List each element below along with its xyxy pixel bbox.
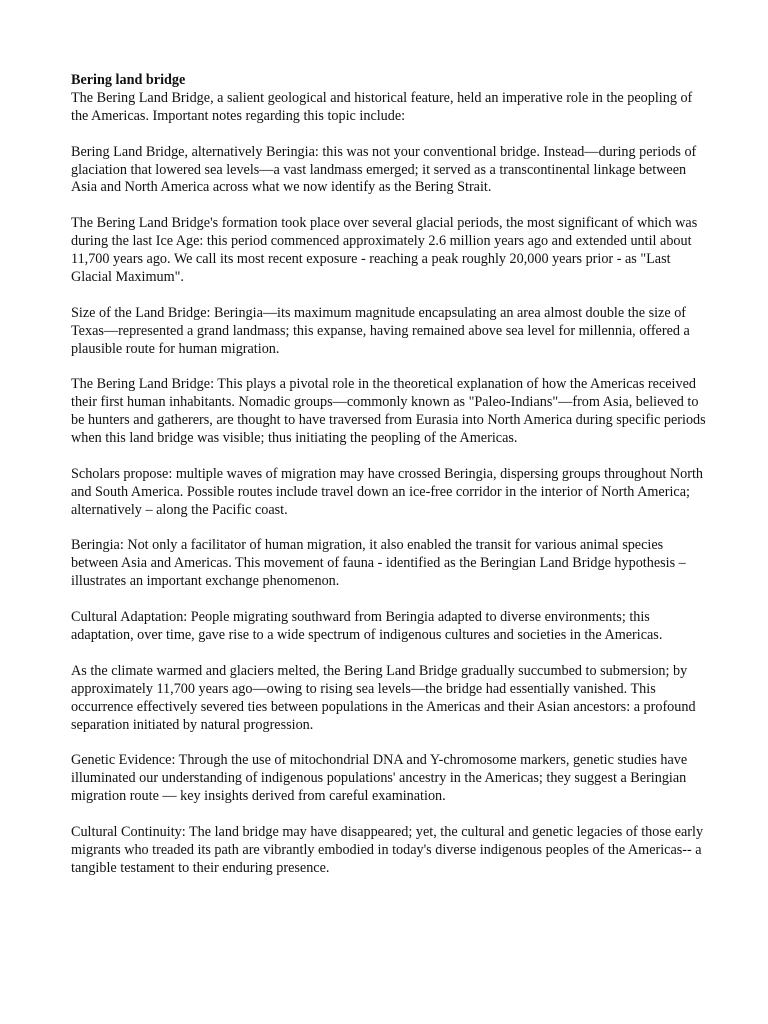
paragraph-genetic-evidence: Genetic Evidence: Through the use of mitochondrial DNA and Y-chromosome markers, genetic studies have illuminated our understanding of indigenous populations' ancestry in the Americas; they suggest a Beringian migration route — key insights derived from careful examination.: [71, 752, 688, 805]
paragraph-cultural-continuity: Cultural Continuity: The land bridge may have disappeared; yet, the cultural and genetic legacies of those early migrants who treaded its path are vibrantly embodied in today's diverse indigenous peoples of the Americas-- a tangible testament to their enduring presence.: [71, 823, 704, 876]
document-body: [71, 72, 711, 896]
paragraph-size: Size of the Land Bridge: Beringia—its maximum magnitude encapsulating an area almost double the size of Texas—represented a grand landmass; this expanse, having remained above sea level for millennia, offered a plausible route for human migration.: [71, 304, 690, 357]
paragraph-migration-waves: Scholars propose: multiple waves of migration may have crossed Beringia, dispersing groups throughout North and South America. Possible routes include travel down an ice-free corridor in the interior of North America; alternatively – along the Pacific coast.: [71, 465, 704, 518]
paragraph-cultural-adaptation: Cultural Adaptation: People migrating southward from Beringia adapted to diverse environments; this adaptation, over time, gave rise to a wide spectrum of indigenous cultures and societies in the Americas.: [71, 609, 663, 643]
paragraph-fauna: Beringia: Not only a facilitator of human migration, it also enabled the transit for various animal species between Asia and Americas. This movement of fauna - identified as the Beringian Land Bridge hypothesis – illustrates an important exchange phenomenon.: [71, 537, 686, 590]
paragraph-intro: The Bering Land Bridge, a salient geological and historical feature, held an imperative role in the peopling of the Americas. Important notes regarding this topic include:: [71, 89, 693, 124]
paragraph-formation: The Bering Land Bridge's formation took place over several glacial periods, the most significant of which was during the last Ice Age: this period commenced approximately 2.6 million years ago and extended until about 11,700 years ago. We call its most recent exposure - reaching a peak roughly 20,000 years prior - as "Last Glacial Maximum".: [71, 215, 698, 285]
document-title: Bering land bridge: [71, 72, 186, 88]
paragraph-beringia-definition: Bering Land Bridge, alternatively Beringia: this was not your conventional bridge. Instead—during periods of glaciation that lowered sea levels—a vast landmass emerged; it served as a transcontinental linkage between Asia and North America across what we now identify as the Bering Strait.: [71, 143, 697, 196]
paragraph-peopling: The Bering Land Bridge: This plays a pivotal role in the theoretical explanation of how the Americas received their first human inhabitants. Nomadic groups—commonly known as "Paleo-Indians"—from Asia, believed to be hunters and gatherers, are thought to have traversed from Eurasia into North America during specific periods when this land bridge was visible; thus initiating the peopling of the Americas.: [71, 376, 706, 447]
paragraph-submersion: As the climate warmed and glaciers melted, the Bering Land Bridge gradually succumbed to submersion; by approximately 11,700 years ago—owing to rising sea levels—the bridge had essentially vanished. This occurrence effectively severed ties between populations in the Americas and their Asian ancestors: a profound separation initiated by natural progression.: [71, 662, 696, 733]
